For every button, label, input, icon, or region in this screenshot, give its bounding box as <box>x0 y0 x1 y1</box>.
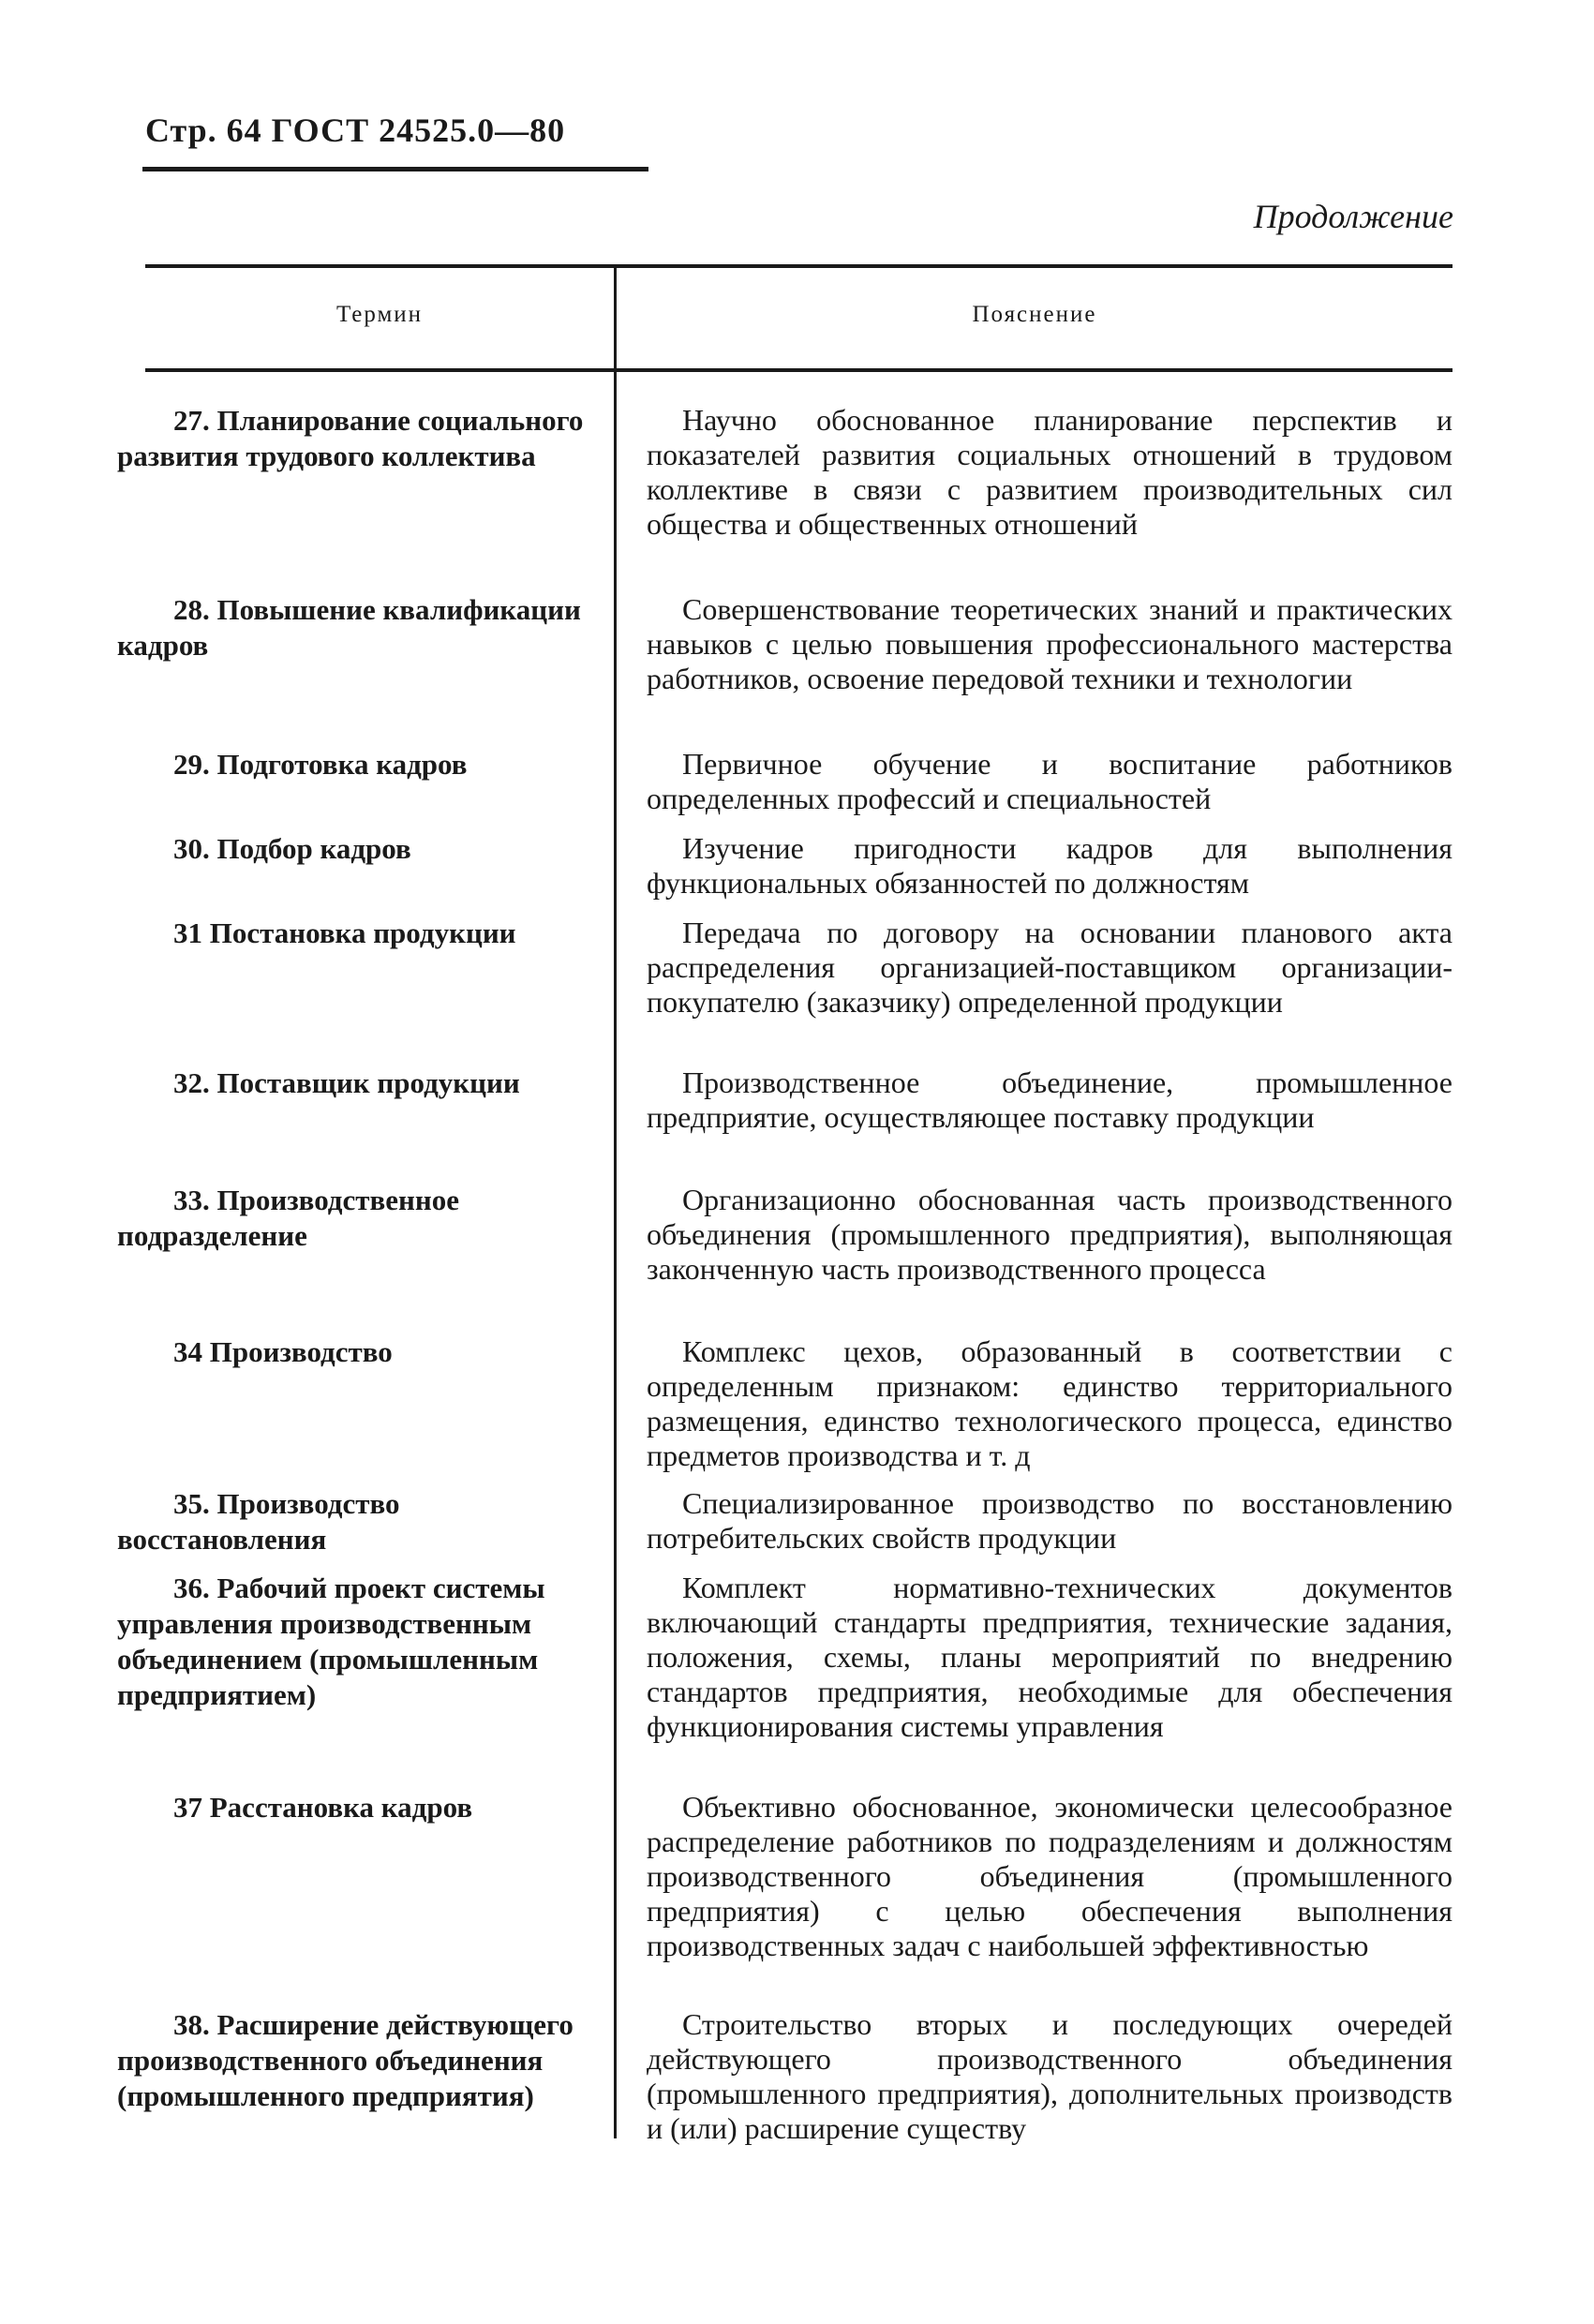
term-cell: 31 Постановка продукции <box>173 916 516 949</box>
term-cell: 36. Рабочий проект системы управления производственным объединением (промышленным предприятием) <box>117 1572 545 1711</box>
explanation-cell: Совершенствование теоретических знаний и практических навыков с целью повышения профессионального мастерства работников, освоение передовой техники и технологии <box>647 592 1452 695</box>
continuation-label: Продолжение <box>1253 198 1453 235</box>
explanation-cell: Изучение пригодности кадров для выполнения функциональных обязанностей по должностям <box>647 831 1452 900</box>
term-cell: 37 Расстановка кадров <box>173 1791 473 1824</box>
explanation-cell: Производственное объединение, промышленное предприятие, осуществляющее поставку продукции <box>647 1065 1452 1134</box>
explanation-cell: Передача по договору на основании планового акта распределения организацией-поставщиком организации-покупателю (заказчику) определенной продукции <box>647 916 1452 1019</box>
explanation-cell: Строительство вторых и последующих очередей действующего производственного объединения (промышленного предприятия), дополнительных производств и (или) расширение существу <box>647 2007 1452 2145</box>
term-cell: 34 Производство <box>173 1335 393 1368</box>
term-cell: 33. Производственное подразделение <box>117 1184 459 1252</box>
explanation-cell: Комплекс цехов, образованный в соответствии с определенным признаком: единство территориального размещения, единство технологического процесса, единство предметов производства и т. д <box>647 1334 1452 1472</box>
column-header-explanation: Пояснение <box>972 302 1097 327</box>
term-cell: 32. Поставщик продукции <box>173 1066 520 1099</box>
term-cell: 30. Подбор кадров <box>173 832 411 865</box>
term-cell: 35. Производство восстановления <box>117 1487 400 1556</box>
explanation-cell: Научно обоснованное планирование перспектив и показателей развития социальных отношений в трудовом коллективе в связи с развитием производительных сил общества и общественных отношений <box>647 403 1452 541</box>
term-cell: 28. Повышение квалификации кадров <box>117 593 581 662</box>
explanation-cell: Специализированное производство по восстановлению потребительских свойств продукции <box>647 1486 1452 1555</box>
term-cell: 29. Подготовка кадров <box>173 748 468 781</box>
term-cell: 27. Планирование социального развития трудового коллектива <box>117 404 584 472</box>
term-cell: 38. Расширение действующего производственного объединения (промышленного предприятия) <box>117 2008 574 2112</box>
explanation-cell: Первичное обучение и воспитание работников определенных профессий и специальностей <box>647 747 1452 815</box>
explanation-cell: Организационно обоснованная часть производственного объединения (промышленного предприятия), выполняющая законченную часть производственного процесса <box>647 1183 1452 1286</box>
page-header: Стр. 64 ГОСТ 24525.0—80 <box>145 112 566 149</box>
column-header-term: Термин <box>335 302 424 327</box>
explanation-cell: Объективно обоснованное, экономически целесообразное распределение работников по подразделениям и должностям производственного объединения (промышленного предприятия) с целью обеспечения выполнения производственных задач с наибольшей эффективностью <box>647 1790 1452 1962</box>
explanation-cell: Комплект нормативно-технических документов включающий стандарты предприятия, технические задания, положения, схемы, планы мероприятий по внедрению стандартов предприятия, необходимые для обеспечения функционирования системы управления <box>647 1571 1452 1743</box>
